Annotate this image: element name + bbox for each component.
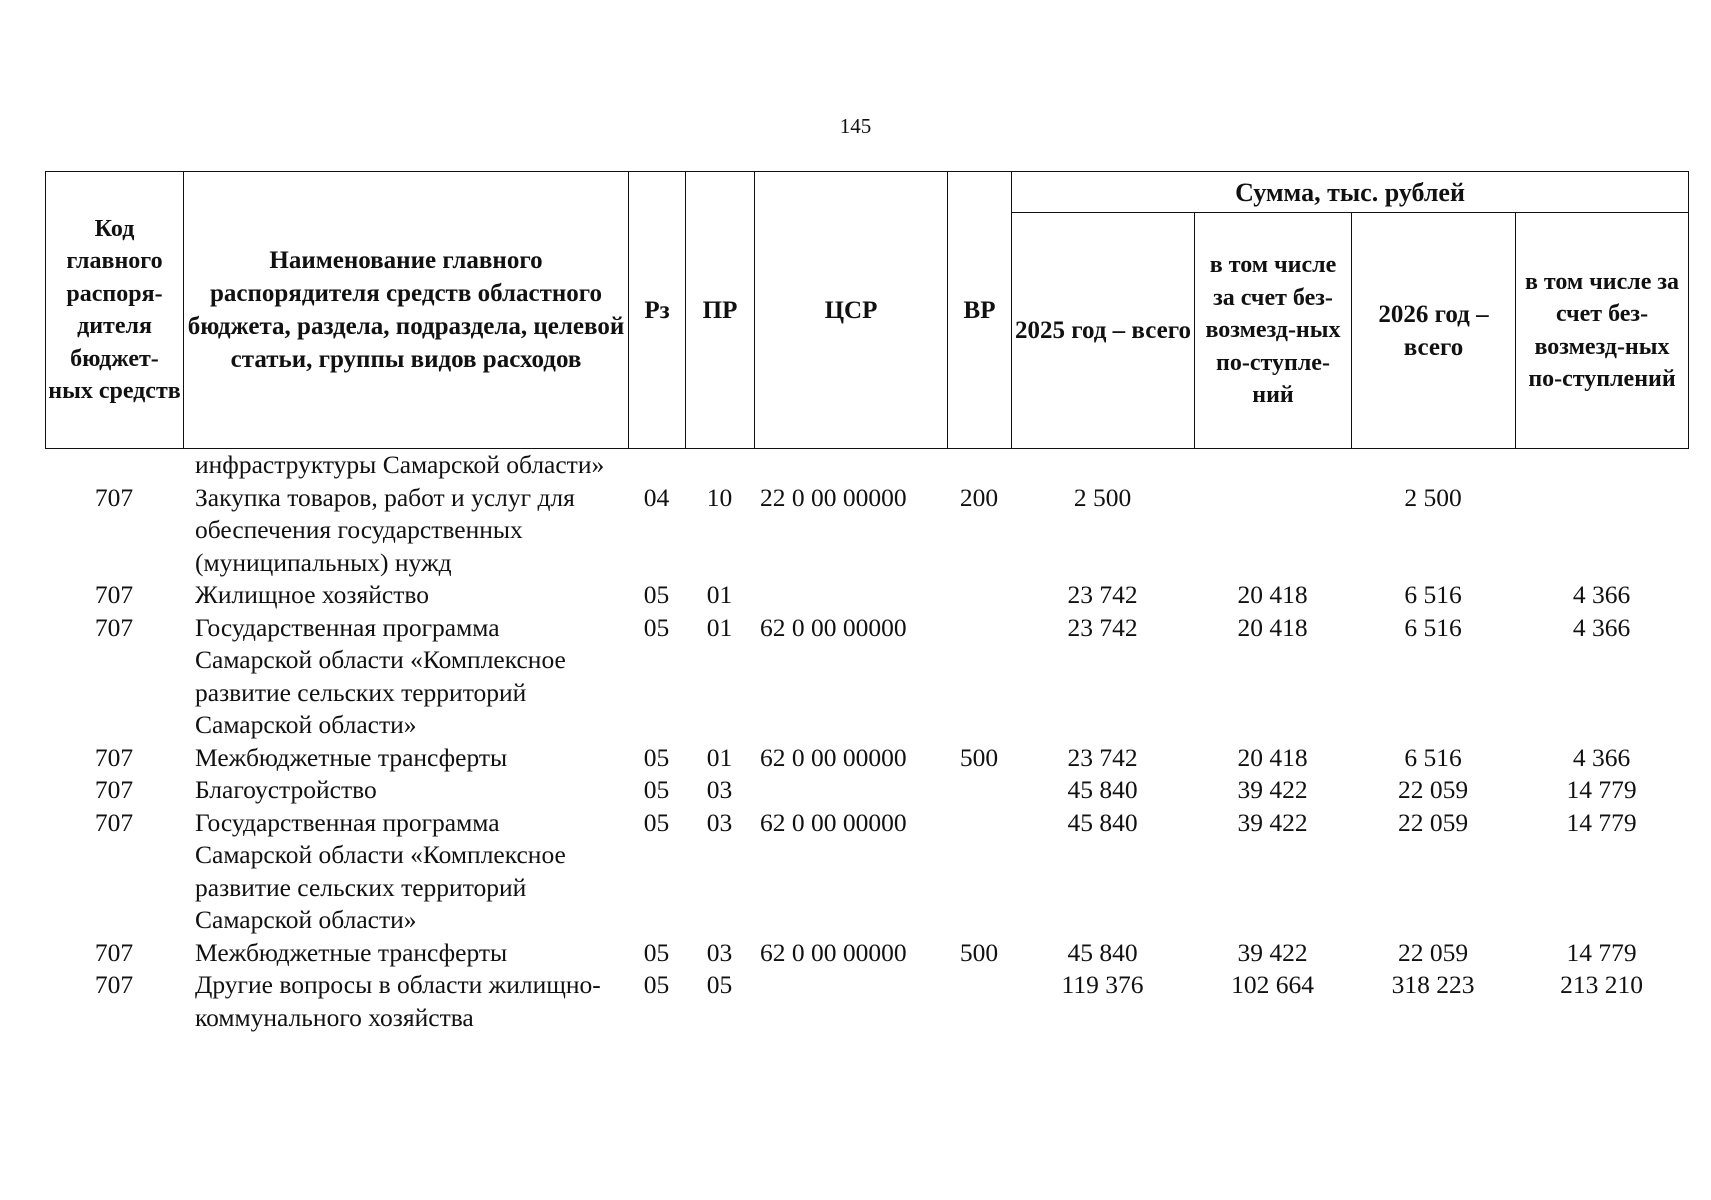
- cell-rz: 05: [643, 775, 670, 804]
- header-csr: ЦСР: [755, 172, 948, 449]
- cell-2026-total: [1351, 449, 1515, 482]
- table-body: [45, 449, 1688, 1034]
- cell-code: 707: [94, 482, 134, 512]
- cell-2025-total: [1011, 449, 1194, 482]
- cell-rz: 05: [643, 937, 670, 967]
- cell-vr: [947, 579, 1011, 612]
- cell-rz: 05: [643, 580, 670, 609]
- cell-2025-total: 119 376: [1061, 970, 1144, 999]
- table-row: [45, 742, 1688, 775]
- header-vr: ВР: [948, 172, 1012, 449]
- cell-2025-total: 45 840: [1067, 807, 1138, 837]
- cell-pr: 10: [706, 482, 733, 512]
- table-row: [45, 579, 1688, 612]
- header-pr: ПР: [686, 172, 755, 449]
- cell-rz: 05: [643, 807, 670, 837]
- cell-2025-total: 23 742: [1067, 612, 1138, 642]
- cell-code: 707: [94, 937, 134, 967]
- cell-name: Межбюджетные трансферты: [195, 937, 508, 967]
- cell-vr: 500: [959, 742, 999, 772]
- cell-2025-gratuitous: 39 422: [1237, 775, 1308, 804]
- header-sum-group: Сумма, тыс. рублей: [1012, 172, 1689, 213]
- cell-2025-gratuitous: 39 422: [1237, 937, 1308, 967]
- cell-csr: [754, 969, 947, 1034]
- cell-2026-gratuitous: 14 779: [1566, 937, 1637, 967]
- cell-vr: [947, 807, 1011, 937]
- page-number: 145: [839, 114, 872, 138]
- cell-csr: [754, 449, 947, 482]
- cell-2025-gratuitous: 102 664: [1231, 970, 1314, 999]
- cell-2026-total: 2 500: [1404, 482, 1462, 512]
- cell-csr: 62 0 00 00000: [760, 807, 907, 837]
- header-code: Код главного распоря-дителя бюджет-ных средств: [46, 172, 184, 449]
- cell-name: Государственная программа Самарской области «Комплексное развитие сельских территорий Самарской области»: [195, 807, 566, 934]
- table-row: [45, 969, 1688, 1034]
- cell-2025-total: 23 742: [1067, 580, 1138, 609]
- cell-pr: 01: [706, 580, 733, 609]
- cell-2025-total: 23 742: [1067, 742, 1138, 772]
- cell-2026-gratuitous: 14 779: [1566, 807, 1637, 837]
- cell-csr: 22 0 00 00000: [760, 482, 907, 512]
- cell-rz: 05: [643, 970, 670, 999]
- cell-vr: 200: [959, 482, 999, 512]
- cell-2026-gratuitous: 213 210: [1560, 970, 1643, 999]
- cell-2025-total: 45 840: [1067, 937, 1138, 967]
- cell-name: Закупка товаров, работ и услуг для обеспечения государственных (муниципальных) нужд: [195, 482, 575, 577]
- header-2026-gratuitous: в том числе за счет без-возмезд-ных по-ступлений: [1516, 213, 1689, 449]
- cell-name: Благоустройство: [195, 775, 377, 804]
- cell-2025-gratuitous: [1194, 482, 1351, 580]
- header-2025-total: 2025 год – всего: [1012, 213, 1195, 449]
- cell-vr: 500: [959, 937, 999, 967]
- cell-2026-gratuitous: 14 779: [1566, 775, 1637, 804]
- cell-2026-total: 6 516: [1404, 742, 1462, 772]
- cell-code: 707: [94, 580, 134, 609]
- cell-2026-gratuitous: [1515, 482, 1688, 580]
- cell-2025-total: 2 500: [1073, 482, 1132, 512]
- cell-csr: 62 0 00 00000: [760, 612, 907, 642]
- header-name: Наименование главного распорядителя средств областного бюджета, раздела, подраздела, целевой статьи, группы видов расходов: [184, 172, 629, 449]
- cell-2026-gratuitous: 4 366: [1572, 580, 1631, 609]
- cell-name: Государственная программа Самарской области «Комплексное развитие сельских территорий Самарской области»: [195, 612, 566, 739]
- cell-csr: 62 0 00 00000: [760, 937, 907, 967]
- cell-2026-total: 22 059: [1397, 775, 1469, 804]
- table-row: [45, 449, 1688, 482]
- cell-pr: 03: [706, 775, 733, 804]
- cell-name: Другие вопросы в области жилищно-коммунального хозяйства: [195, 970, 601, 1032]
- header-rz: Рз: [629, 172, 686, 449]
- cell-pr: 03: [706, 937, 733, 967]
- cell-2026-total: 22 059: [1397, 937, 1469, 967]
- cell-csr: [754, 774, 947, 807]
- cell-2025-gratuitous: 20 418: [1237, 742, 1308, 772]
- cell-2026-total: 6 516: [1404, 580, 1462, 609]
- cell-rz: [628, 449, 685, 482]
- cell-vr: [947, 449, 1011, 482]
- cell-vr: [947, 969, 1011, 1034]
- cell-vr: [947, 612, 1011, 742]
- cell-vr: [947, 774, 1011, 807]
- cell-code: 707: [94, 807, 134, 837]
- cell-rz: 04: [643, 482, 670, 512]
- cell-code: 707: [94, 970, 134, 999]
- cell-name: инфраструктуры Самарской области»: [195, 450, 605, 479]
- table-row: [45, 612, 1688, 742]
- cell-name: Межбюджетные трансферты: [195, 742, 508, 772]
- cell-code: 707: [94, 612, 134, 642]
- cell-code: 707: [94, 742, 134, 772]
- cell-2026-total: 6 516: [1404, 612, 1462, 642]
- cell-code: [45, 449, 183, 482]
- cell-pr: 01: [706, 612, 733, 642]
- cell-pr: 03: [706, 807, 733, 837]
- table-row: [45, 807, 1688, 937]
- table-header: [45, 171, 1689, 449]
- cell-2026-gratuitous: [1515, 449, 1688, 482]
- cell-rz: 05: [643, 612, 670, 642]
- cell-pr: [685, 449, 754, 482]
- cell-2025-gratuitous: 20 418: [1237, 612, 1308, 642]
- header-2026-total: 2026 год – всего: [1352, 213, 1516, 449]
- cell-rz: 05: [643, 742, 670, 772]
- cell-2026-gratuitous: 4 366: [1572, 612, 1631, 642]
- cell-2026-gratuitous: 4 366: [1572, 742, 1631, 772]
- cell-2025-gratuitous: [1194, 449, 1351, 482]
- cell-csr: 62 0 00 00000: [760, 742, 907, 772]
- table-row: [45, 482, 1688, 580]
- cell-code: 707: [94, 775, 134, 804]
- cell-name: Жилищное хозяйство: [195, 580, 429, 609]
- cell-2025-total: 45 840: [1067, 775, 1138, 804]
- cell-pr: 05: [706, 970, 733, 999]
- cell-2025-gratuitous: 39 422: [1237, 807, 1308, 837]
- table-row: [45, 774, 1688, 807]
- table-row: [45, 937, 1688, 970]
- cell-2026-total: 318 223: [1391, 970, 1475, 999]
- cell-csr: [754, 579, 947, 612]
- cell-2025-gratuitous: 20 418: [1237, 580, 1308, 609]
- cell-2026-total: 22 059: [1397, 807, 1469, 837]
- header-2025-gratuitous: в том числе за счет без-возмезд-ных по-ступле-ний: [1195, 213, 1352, 449]
- cell-pr: 01: [706, 742, 733, 772]
